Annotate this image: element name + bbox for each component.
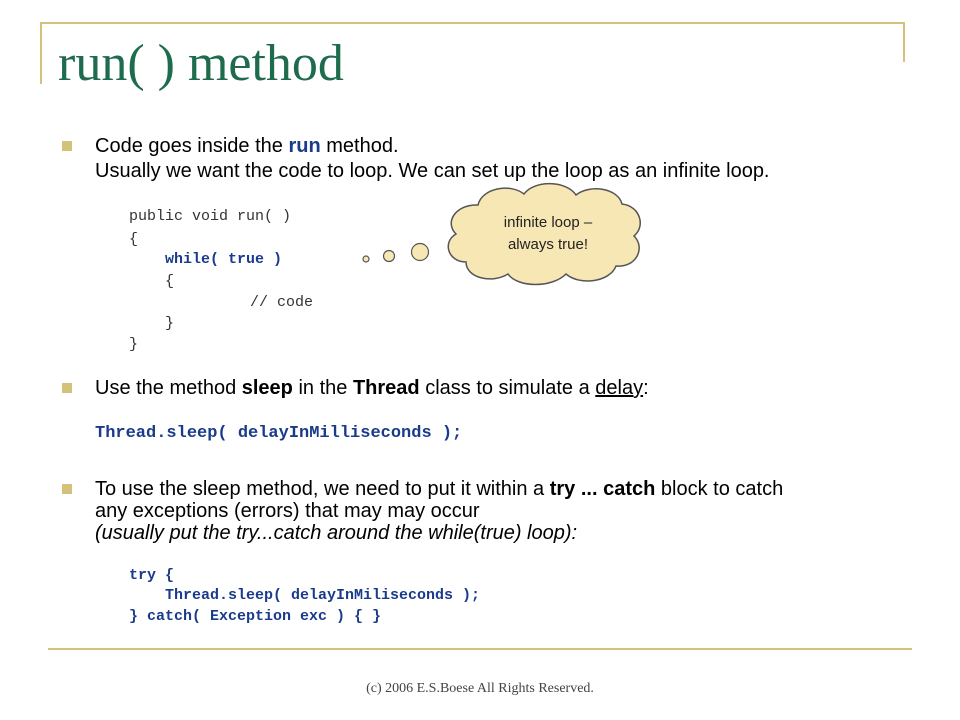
code-line: { [129,231,139,248]
callout-line1: infinite loop – [503,214,593,231]
bullet2-text: : [643,377,649,399]
bullet-marker [62,484,72,494]
bullet3-line2: any exceptions (errors) that may may occur [95,500,480,522]
bullet3-text: To use the sleep method, we need to put it within a [95,478,550,500]
code-line: while( true ) [165,251,283,268]
bullet3-line1 [95,477,783,501]
delay-word: delay [595,377,644,399]
code-line: Thread.sleep( delayInMiliseconds ); [165,587,481,604]
bullet3-line3: (usually put the try...catch around the while(true) loop): [95,522,578,544]
code-line: { [165,273,175,290]
thought-dot-medium [384,251,395,262]
bullet1-text-end: method. [320,135,399,157]
code-line: } catch( Exception exc ) { } [129,608,382,625]
bullet1-text: Code goes inside the [95,135,289,157]
thread-keyword: Thread [352,377,420,399]
bullet1-line2: Usually we want the code to loop. We can set up the loop as an infinite loop. [95,160,770,182]
bullet-marker [62,383,72,393]
code-line: public void run( ) [129,208,292,225]
sleep-code-example: Thread.sleep( delayInMilliseconds ); [95,424,463,443]
copyright-footer: (c) 2006 E.S.Boese All Rights Reserved. [366,681,594,696]
code-line: } [165,315,175,332]
slide-title: run( ) method [58,35,344,92]
run-keyword: run [288,135,321,157]
thought-dot-large [412,244,429,261]
bullet2-line1 [95,376,649,400]
try-catch-keyword: try ... catch [549,478,656,500]
bullet2-text: Use the method [95,377,242,399]
bullet3-text: block to catch [655,478,784,500]
callout-text [452,212,644,256]
code-comment: // code [250,294,314,311]
thought-dot-small [363,256,369,262]
bullet2-text: class to simulate a [419,377,596,399]
sleep-keyword: sleep [241,377,293,399]
code-line: try { [129,567,175,584]
bullet2-text: in the [292,377,353,399]
code-line: } [129,336,139,353]
callout-line2: always true! [507,236,589,253]
